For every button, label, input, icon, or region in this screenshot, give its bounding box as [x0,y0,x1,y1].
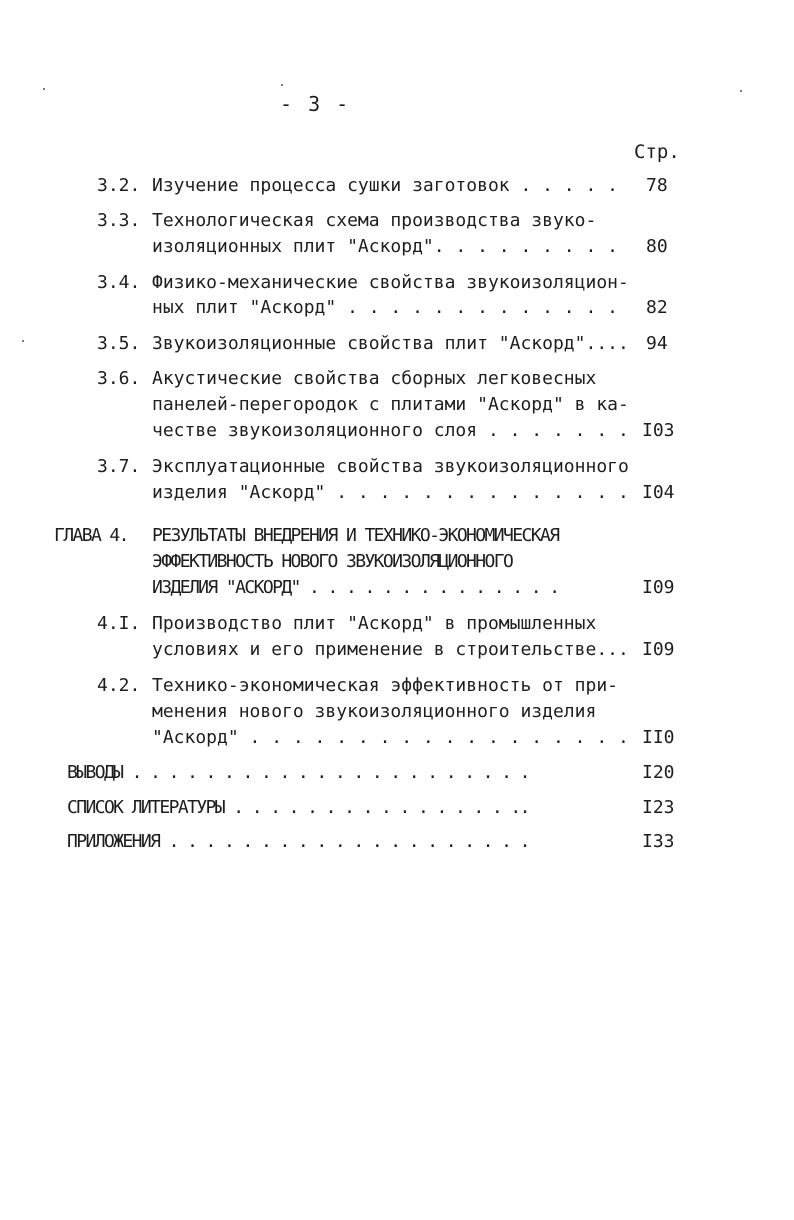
section-title-line: честве звукоизоляционного слоя . . . . . . . [152,420,629,441]
section-title-line: Акустические свойства сборных легковесных [152,368,597,389]
section-number: 3.6. [97,368,141,389]
scan-speck [22,340,24,342]
section-title-line: изделия "Аскорд" . . . . . . . . . . . . . . [152,482,629,503]
page-ref: II0 [642,727,675,748]
section-number: 4.2. [97,675,141,696]
back-matter-title: СПИСОК ЛИТЕРАТУРЫ . . . . . . . . . . . . . . . .. [67,797,529,818]
page-ref: I09 [642,639,675,660]
page-ref: 82 [646,297,668,318]
section-number: 4.I. [97,613,141,634]
section-title-line: панелей-перегородок с плитами "Аскорд" в ка- [152,394,629,415]
section-title-line: Производство плит "Аскорд" в промышленных [152,613,597,634]
section-number: 3.4. [97,272,141,293]
section-title-line: "Аскорд" . . . . . . . . . . . . . . . . . . [152,727,629,748]
page-ref: I03 [642,420,675,441]
chapter-title-line: РЕЗУЛЬТАТЫ ВНЕДРЕНИЯ И ТЕХНИКО-ЭКОНОМИЧЕСКАЯ [152,525,559,546]
page-number: - 3 - [280,92,351,116]
page-ref: 80 [646,236,668,257]
page-ref: I23 [642,797,675,818]
section-title-line: изоляционных плит "Аскорд". . . . . . . . . [152,236,618,257]
page-ref: I33 [642,831,675,852]
chapter-number: ГЛАВА 4. [54,525,128,546]
section-title-line: ных плит "Аскорд" . . . . . . . . . . . . . [152,297,618,318]
chapter-title-line: ЭФФЕКТИВНОСТЬ НОВОГО ЗВУКОИЗОЛЯЦИОННОГО [152,551,513,572]
section-title-line: Физико-механические свойства звукоизоляцион- [152,272,629,293]
page-ref: 94 [646,333,668,354]
scan-speck [740,90,742,92]
section-number: 3.3. [97,210,141,231]
section-title-line: Технико-экономическая эффективность от при- [152,675,618,696]
section-title-line: условиях и его применение в строительстве... [152,639,629,660]
section-number: 3.5. [97,333,141,354]
page-ref: I04 [642,482,675,503]
section-number: 3.7. [97,456,141,477]
section-number: 3.2. [97,175,141,196]
section-title-line: менения нового звукоизоляционного изделия [152,701,597,722]
back-matter-title: ВЫВОДЫ . . . . . . . . . . . . . . . . . . . . . . [67,762,529,783]
section-title-line: Звукоизоляционные свойства плит "Аскорд".... [152,333,629,354]
page-column-header: Стр. [634,141,680,163]
page-ref: I20 [642,762,675,783]
section-title-line: Эксплуатационные свойства звукоизоляционного [152,456,629,477]
scan-speck [281,84,283,86]
page-ref: I09 [642,577,675,598]
back-matter-title: ПРИЛОЖЕНИЯ . . . . . . . . . . . . . . . . . . . . [67,831,529,852]
chapter-title-line: ИЗДЕЛИЯ "АСКОРД" . . . . . . . . . . . . . . [152,577,559,598]
section-title-line: Изучение процесса сушки заготовок . . . . . [152,175,618,196]
section-title-line: Технологическая схема производства звуко- [152,210,597,231]
scan-speck [43,88,45,90]
page-ref: 78 [646,175,668,196]
